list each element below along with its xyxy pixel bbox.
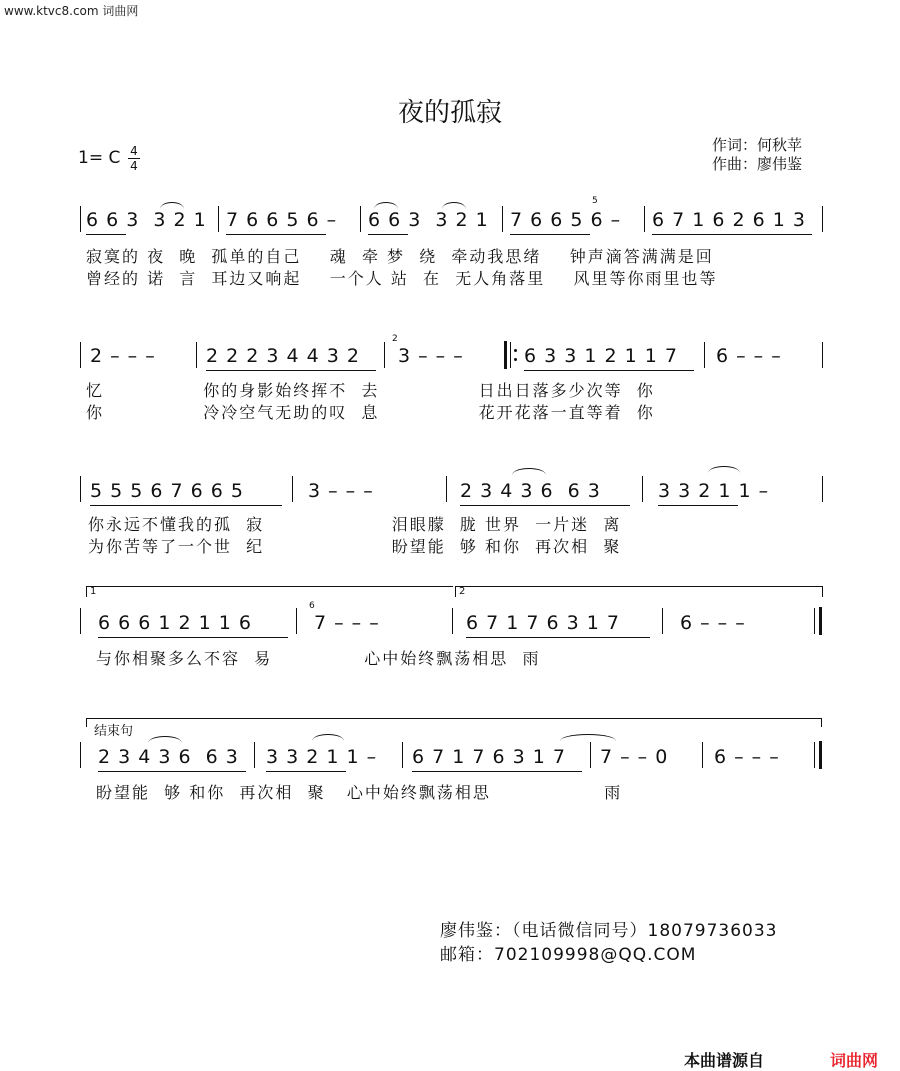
measure: 2 3 4 3 6 6 3 — [98, 746, 239, 768]
measure: 7 6 6 5 6 – — [226, 209, 338, 231]
measure: 2 2 2 3 4 4 3 2 — [206, 345, 360, 367]
measure: 6 3 3 1 2 1 1 7 — [524, 345, 678, 367]
contact-phone: 廖伟鉴：（电话微信同号）18079736033 — [440, 921, 778, 941]
lyrics-verse1: 盼望能 够 和你 再次相 聚 心中始终飘荡相思 雨 — [96, 783, 623, 802]
measure: 3 – – – — [308, 480, 374, 502]
contact-email: 邮箱：702109998@QQ.COM — [440, 945, 697, 965]
measure: 2 – – – — [90, 345, 156, 367]
source-label: 本曲谱源自 — [684, 1051, 765, 1070]
measure: 3 3 2 1 1 – — [266, 746, 378, 768]
grace-note: 2 — [392, 334, 398, 344]
lyricist-credit: 作词：何秋苹 — [712, 136, 803, 154]
measure: 6 6 3 3 2 1 — [86, 209, 207, 231]
measure: 2 3 4 3 6 6 3 — [460, 480, 601, 502]
volta-1: 1 — [90, 586, 97, 597]
song-title: 夜的孤寂 — [397, 98, 502, 128]
composer-credit: 作曲：廖伟鉴 — [712, 155, 803, 173]
measure: 6 – – – — [714, 746, 780, 768]
measure: 6 7 1 7 6 3 1 7 — [466, 612, 620, 634]
grace-note: 6 — [309, 601, 315, 611]
measure: 6 7 1 7 6 3 1 7 — [412, 746, 566, 768]
lyrics-verse1: 与你相聚多么不容 易 心中始终飘荡相思 雨 — [96, 649, 541, 668]
measure: 6 – – – — [716, 345, 782, 367]
measure: 7 – – 0 — [600, 746, 669, 768]
lyrics-verse2: 为你苦等了一个世 纪 盼望能 够 和你 再次相 聚 — [88, 537, 622, 556]
lyrics-verse1: 你永远不懂我的孤 寂 泪眼朦 胧 世界 一片迷 离 — [88, 515, 622, 534]
key-signature: 1= C — [78, 148, 121, 168]
lyrics-verse1: 忆 你的身影始终挥不 去 日出日落多少次等 你 — [86, 381, 655, 400]
grace-note: 5 — [592, 196, 598, 206]
volta-2: 2 — [459, 586, 466, 597]
ending-label: 结束句 — [94, 724, 134, 739]
measure: 7 6 6 5 6 – — [510, 209, 622, 231]
site-watermark: www.ktvc8.com 词曲网 — [4, 4, 139, 18]
measure: 6 6 3 3 2 1 — [368, 209, 489, 231]
measure: 3 3 2 1 1 – — [658, 480, 770, 502]
brand-logo[interactable]: 词曲网 — [830, 1051, 879, 1070]
time-signature: 4 4 — [128, 145, 140, 172]
measure: 3 – – – — [398, 345, 464, 367]
lyrics-verse1: 寂寞的 夜 晚 孤单的自己 魂 牵 梦 绕 牵动我思绪 钟声滴答满满是回 — [86, 247, 714, 266]
lyrics-verse2: 曾经的 诺 言 耳边又响起 一个人 站 在 无人角落里 风里等你雨里也等 — [86, 269, 718, 288]
measure: 6 7 1 6 2 6 1 3 — [652, 209, 806, 231]
measure: 5 5 5 6 7 6 6 5 — [90, 480, 244, 502]
lyrics-verse2: 你 冷冷空气无助的叹 息 花开花落一直等着 你 — [86, 403, 655, 422]
measure: 7 – – – — [314, 612, 380, 634]
measure: 6 – – – — [680, 612, 746, 634]
measure: 6 6 6 1 2 1 1 6 — [98, 612, 252, 634]
